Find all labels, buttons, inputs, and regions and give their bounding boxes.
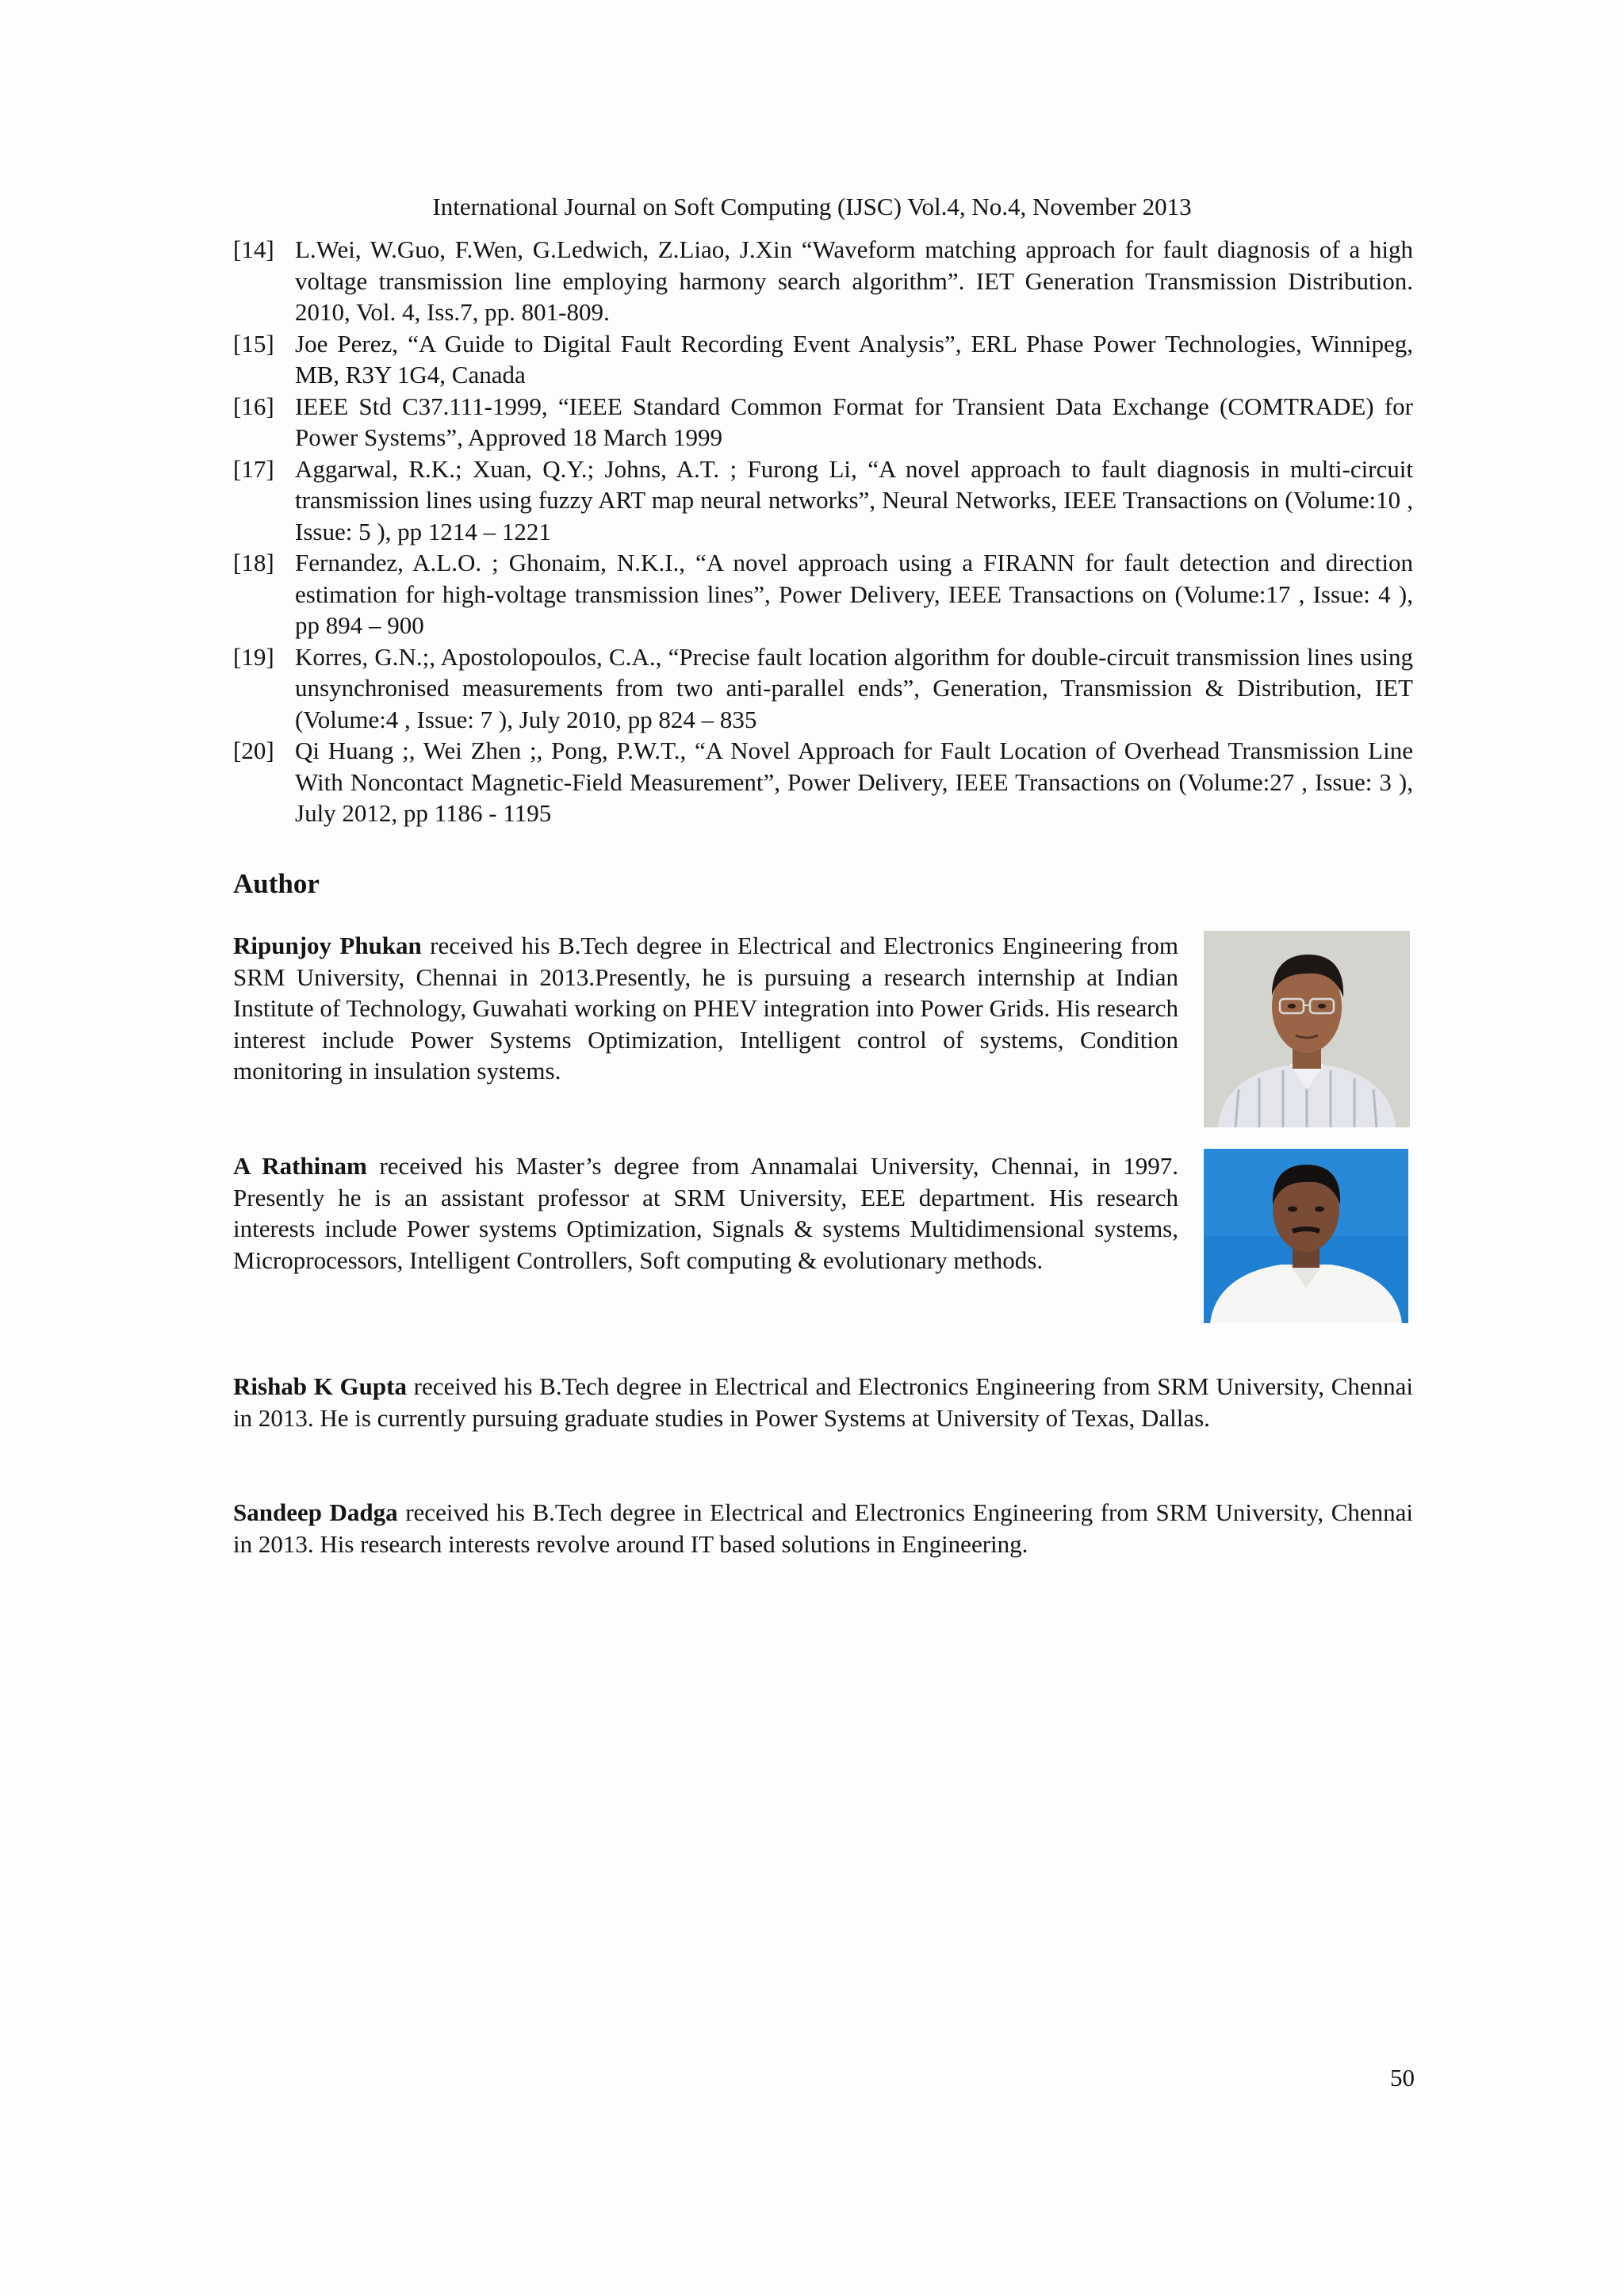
author-bio-text: received his B.Tech degree in Electrical and Electronics Engineering from SRM University, Chennai in 2013. He is currently pursuing graduate studies in Power Systems at University of Texas, Dallas. xyxy=(233,1372,1413,1432)
reference-item xyxy=(233,641,1413,736)
reference-number: [14] xyxy=(233,235,274,263)
reference-list xyxy=(233,234,1413,829)
author-bio-text: received his B.Tech degree in Electrical and Electronics Engineering from SRM University, Chennai in 2013. His research interests revolve around IT based solutions in Engineering. xyxy=(233,1498,1413,1558)
author-section-heading: Author xyxy=(233,868,320,899)
reference-text: Aggarwal, R.K.; Xuan, Q.Y.; Johns, A.T. ; Furong Li, “A novel approach to fault diagnosis in multi-circuit transmission lines using fuzzy ART map neural networks”, Neural Networks, IEEE Transactions on (Volume:10 , Issue: 5 ), pp 1214 – 1221 xyxy=(295,454,1413,545)
reference-number: [15] xyxy=(233,329,274,358)
reference-item xyxy=(233,547,1413,641)
reference-text: IEEE Std C37.111-1999, “IEEE Standard Common Format for Transient Data Exchange (COMTRADE) for Power Systems”, Approved 18 March 1999 xyxy=(295,392,1413,451)
author-name: Ripunjoy Phukan xyxy=(233,932,422,959)
reference-item xyxy=(233,453,1413,548)
reference-text: Fernandez, A.L.O. ; Ghonaim, N.K.I., “A novel approach using a FIRANN for fault detection and direction estimation for high-voltage transmission lines”, Power Delivery, IEEE Transactions on (Volume:17 , Issue: 4 ), pp 894 – 900 xyxy=(295,549,1413,639)
reference-number: [18] xyxy=(233,549,274,576)
author-bio-text: received his Master’s degree from Annamalai University, Chennai, in 1997. Presently he is an assistant professor at SRM University, EEE department. His research interests include Power systems Optimization, Signals & systems Multidimensional systems, Microprocessors, Intelligent Controllers, Soft computing & evolutionary methods. xyxy=(233,1152,1178,1274)
author-photo xyxy=(1204,1149,1408,1323)
reference-number: [16] xyxy=(233,392,274,420)
author-name: A Rathinam xyxy=(233,1152,367,1180)
reference-item xyxy=(233,234,1413,328)
reference-item xyxy=(233,328,1413,391)
reference-number: [17] xyxy=(233,454,274,483)
reference-text: Korres, G.N.;, Apostolopoulos, C.A., “Precise fault location algorithm for double-circuit transmission lines using unsynchronised measurements from two anti-parallel ends”, Generation, Transmission & Distribution, IET (Volume:4 , Issue: 7 ), July 2010, pp 824 – 835 xyxy=(295,642,1413,733)
author-bio xyxy=(233,1150,1178,1276)
reference-item xyxy=(233,391,1413,453)
author-bio xyxy=(233,930,1178,1087)
reference-text: Joe Perez, “A Guide to Digital Fault Recording Event Analysis”, ERL Phase Power Technologies, Winnipeg, MB, R3Y 1G4, Canada xyxy=(295,329,1413,388)
page-number: 50 xyxy=(1390,2064,1415,2091)
author-bio xyxy=(233,1497,1413,1559)
author-bio-text: received his B.Tech degree in Electrical and Electronics Engineering from SRM University, Chennai in 2013.Presently, he is pursuing a research internship at Indian Institute of Technology, Guwahati working on PHEV integration into Power Grids. His research interest include Power Systems Optimization, Intelligent control of systems, Condition monitoring in insulation systems. xyxy=(233,932,1178,1085)
reference-number: [20] xyxy=(233,737,274,764)
author-name: Rishab K Gupta xyxy=(233,1372,407,1400)
author-name: Sandeep Dadga xyxy=(233,1498,398,1526)
reference-item xyxy=(233,735,1413,829)
running-header: International Journal on Soft Computing (IJSC) Vol.4, No.4, November 2013 xyxy=(432,193,1192,220)
author-photo xyxy=(1204,931,1410,1127)
reference-text: L.Wei, W.Guo, F.Wen, G.Ledwich, Z.Liao, J.Xin “Waveform matching approach for fault diagnosis of a high voltage transmission line employing harmony search algorithm”. IET Generation Transmission Distribution. 2010, Vol. 4, Iss.7, pp. 801-809. xyxy=(295,235,1413,326)
author-bio xyxy=(233,1371,1413,1433)
reference-text: Qi Huang ;, Wei Zhen ;, Pong, P.W.T., “A Novel Approach for Fault Location of Overhead Transmission Line With Noncontact Magnetic-Field Measurement”, Power Delivery, IEEE Transactions on (Volume:27 , Issue: 3 ), July 2012, pp 1186 - 1195 xyxy=(295,737,1413,827)
reference-number: [19] xyxy=(233,642,274,671)
